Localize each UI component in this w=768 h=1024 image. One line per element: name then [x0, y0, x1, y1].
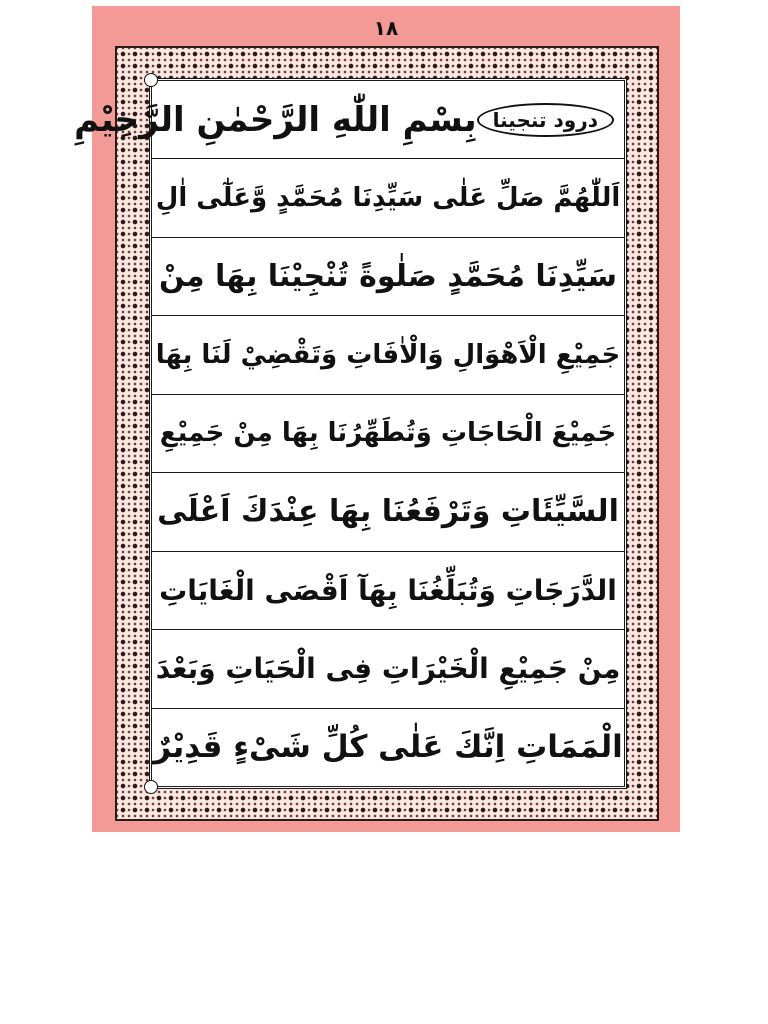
verse-line-3: جَمِيْعِ الْاَهْوَالِ وَالْاٰفَاتِ وَتَقْضِيْ لَنَا بِهَا — [152, 316, 624, 394]
verse-line-2: سَيِّدِنَا مُحَمَّدٍ صَلٰوةً تُنْجِيْنَا بِهَا مِنْ — [152, 238, 624, 316]
page-number: ۱۸ — [373, 16, 399, 40]
book-page — [74, 6, 680, 832]
verse-line-5: السَّيِّئَاتِ وَتَرْفَعُنَا بِهَا عِنْدَكَ اَعْلَى — [152, 473, 624, 551]
title-oval: درود تنجینا — [477, 103, 614, 137]
verse-line-1: اَللّٰهُمَّ صَلِّ عَلٰى سَيِّدِنَا مُحَمَّدٍ وَّعَلٰٓى اٰلِ — [152, 159, 624, 237]
verse-line-8: الْمَمَاتِ اِنَّكَ عَلٰى كُلِّ شَىْءٍ قَدِيْرٌ — [153, 729, 623, 766]
ornamental-border — [74, 46, 659, 821]
verse-line-4: جَمِيْعَ الْحَاجَاتِ وَتُطَهِّرُنَا بِهَا مِنْ جَمِيْعِ — [152, 395, 624, 473]
verse-line-6: الدَّرَجَاتِ وَتُبَلِّغُنَا بِهَآ اَقْصَى الْغَايَاتِ — [152, 552, 624, 630]
text-panel — [74, 78, 627, 789]
verse-line-7: مِنْ جَمِيْعِ الْخَيْرَاتِ فِى الْحَيَاتِ وَبَعْدَ — [152, 630, 624, 708]
heading-line — [74, 81, 624, 159]
corner-circle-ornament — [144, 780, 158, 794]
bismillah: بِسْمِ اللّٰهِ الرَّحْمٰنِ الرَّحِيْمِ — [74, 99, 477, 140]
corner-circle-ornament — [144, 73, 158, 87]
